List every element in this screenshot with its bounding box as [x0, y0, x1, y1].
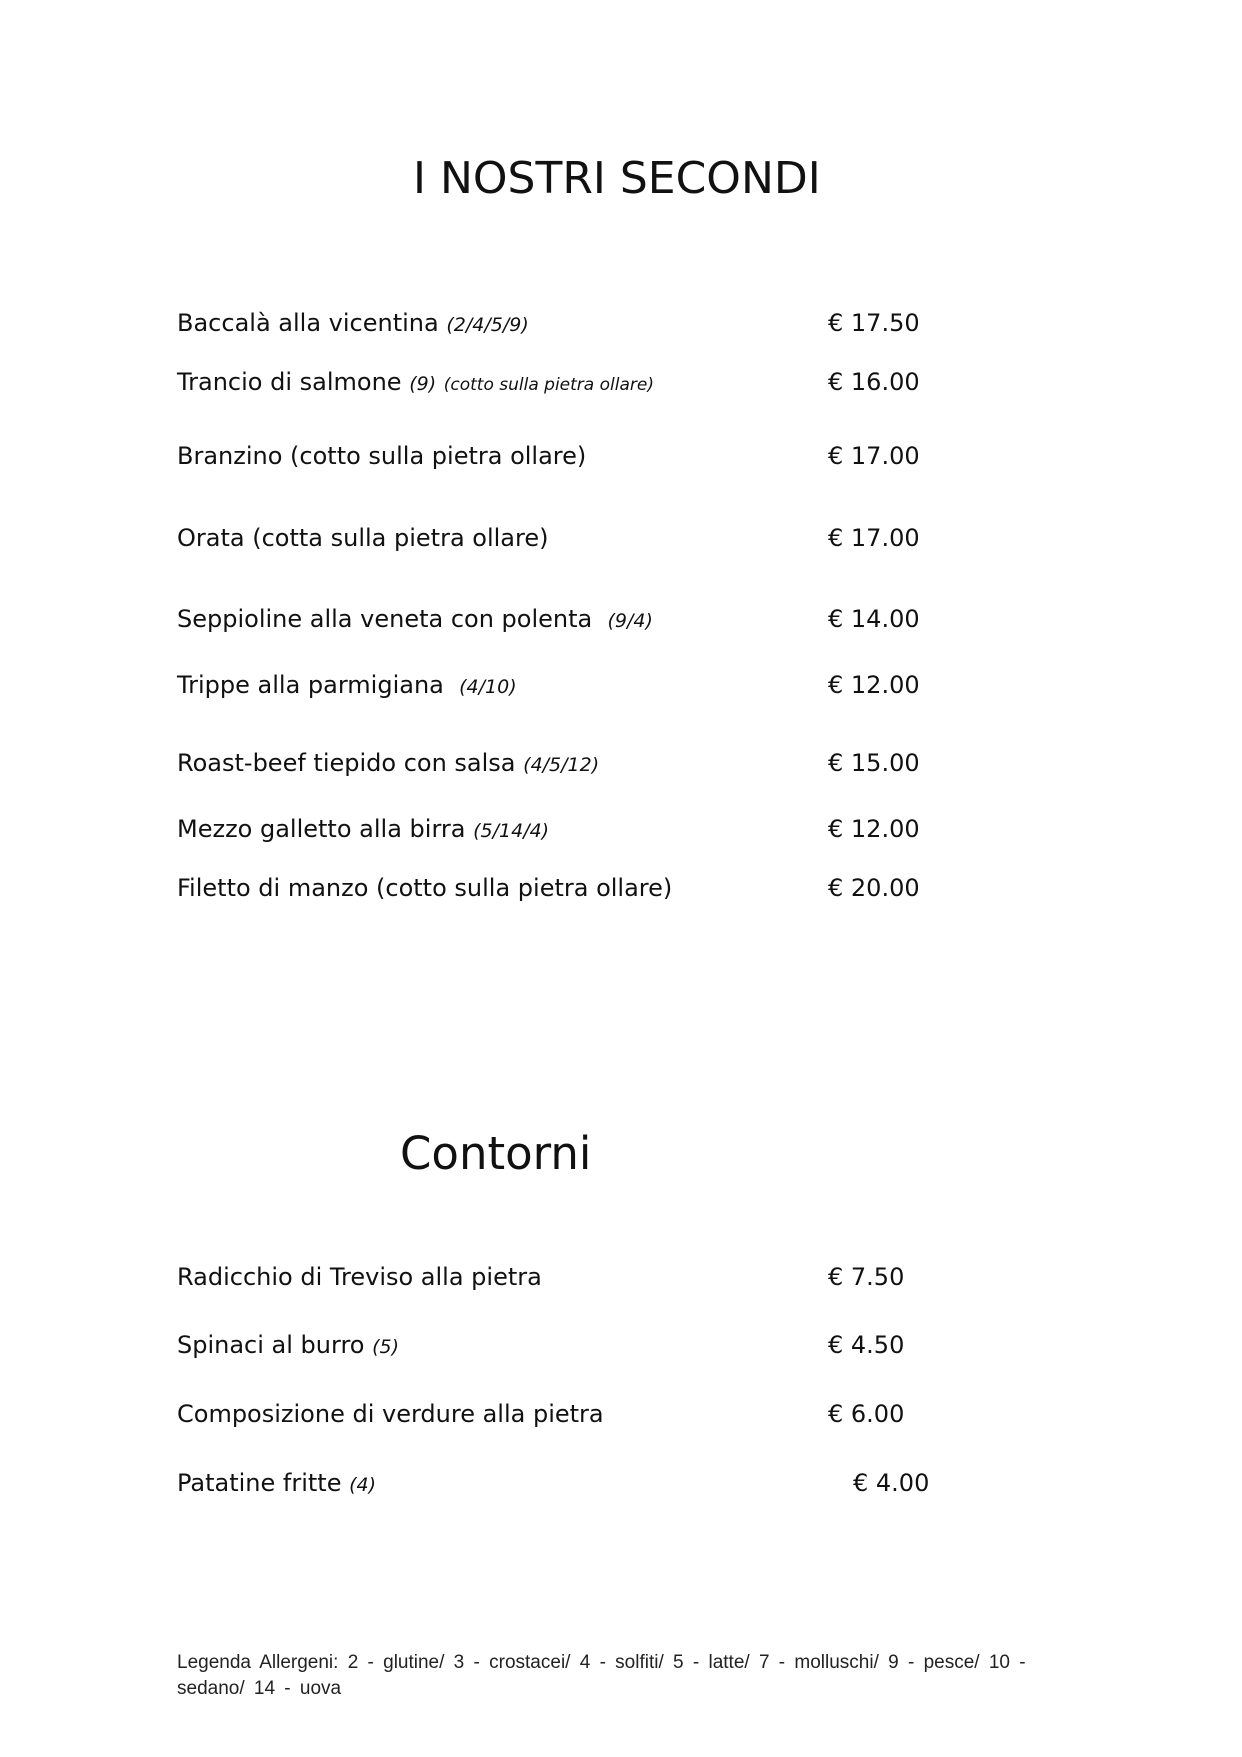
- contorni-item: [0, 1257, 1242, 1297]
- item-allergens: (4): [349, 1474, 377, 1496]
- secondi-title: I NOSTRI SECONDI: [413, 153, 821, 204]
- item-allergens: (2/4/5/9): [446, 314, 529, 336]
- item-price: € 20.00: [828, 874, 920, 902]
- secondi-item: [0, 436, 1242, 476]
- item-name: Patatine fritte: [177, 1469, 342, 1497]
- item-name-wrapper: [177, 809, 549, 851]
- item-price: € 17.00: [828, 442, 920, 470]
- secondi-item: [0, 599, 1242, 639]
- item-allergens: (5/14/4): [473, 820, 550, 842]
- item-name: Trancio di salmone: [177, 368, 402, 396]
- item-price: € 4.50: [828, 1331, 905, 1359]
- item-name: Seppioline alla veneta con polenta: [177, 605, 593, 633]
- item-price: € 14.00: [828, 605, 920, 633]
- item-name: Composizione di verdure alla pietra: [177, 1400, 604, 1428]
- item-note: (cotto sulla pietra ollare): [443, 375, 654, 395]
- secondi-item: [0, 362, 1242, 402]
- item-price: € 7.50: [828, 1263, 905, 1291]
- item-name: Radicchio di Treviso alla pietra: [177, 1263, 542, 1291]
- contorni-item: [0, 1463, 1242, 1503]
- item-price: € 12.00: [828, 815, 920, 843]
- item-name: Trippe alla parmigiana: [177, 671, 444, 699]
- item-name-wrapper: [177, 868, 672, 908]
- item-name: Branzino (cotto sulla pietra ollare): [177, 442, 587, 470]
- item-name-wrapper: [177, 1257, 542, 1297]
- item-name-wrapper: [177, 665, 517, 707]
- item-allergens: (4/5/12): [523, 754, 600, 776]
- item-name-wrapper: [177, 362, 654, 405]
- item-allergens: (9/4): [607, 610, 653, 632]
- item-price: € 15.00: [828, 749, 920, 777]
- item-name-wrapper: [177, 743, 599, 785]
- contorni-title: Contorni: [400, 1127, 592, 1180]
- item-price: € 16.00: [828, 368, 920, 396]
- item-name: Spinaci al burro: [177, 1331, 365, 1359]
- secondi-item: [0, 868, 1242, 908]
- item-name-wrapper: [177, 436, 586, 476]
- item-price: € 6.00: [828, 1400, 905, 1428]
- item-price: € 17.50: [828, 309, 920, 337]
- item-name-wrapper: [177, 1325, 399, 1367]
- contorni-item: [0, 1394, 1242, 1434]
- contorni-item: [0, 1325, 1242, 1365]
- allergen-legend: Legenda Allergeni: 2 - glutine/ 3 - crostacei/ 4 - solfiti/ 5 - latte/ 7 - molluschi/ 9 - pesce/ 10 - sedano/ 14 - uova: [177, 1652, 1026, 1699]
- secondi-item: [0, 665, 1242, 705]
- item-allergens: (5): [372, 1336, 400, 1358]
- item-price: € 4.00: [853, 1469, 930, 1497]
- item-name-wrapper: [177, 1394, 604, 1434]
- item-name: Orata (cotta sulla pietra ollare): [177, 524, 549, 552]
- item-name-wrapper: [177, 518, 548, 558]
- secondi-item: [0, 518, 1242, 558]
- secondi-item: [0, 809, 1242, 849]
- secondi-item: [0, 743, 1242, 783]
- item-allergens: (4/10): [459, 676, 517, 698]
- item-name: Roast-beef tiepido con salsa: [177, 749, 516, 777]
- item-name: Mezzo galletto alla birra: [177, 815, 466, 843]
- item-name: Filetto di manzo (cotto sulla pietra ollare): [177, 874, 673, 902]
- item-name: Baccalà alla vicentina: [177, 309, 439, 337]
- item-price: € 17.00: [828, 524, 920, 552]
- item-name-wrapper: [177, 303, 529, 345]
- item-name-wrapper: [177, 599, 653, 641]
- secondi-item: [0, 303, 1242, 343]
- item-allergens: (9): [409, 373, 437, 395]
- item-name-wrapper: [177, 1463, 376, 1505]
- item-price: € 12.00: [828, 671, 920, 699]
